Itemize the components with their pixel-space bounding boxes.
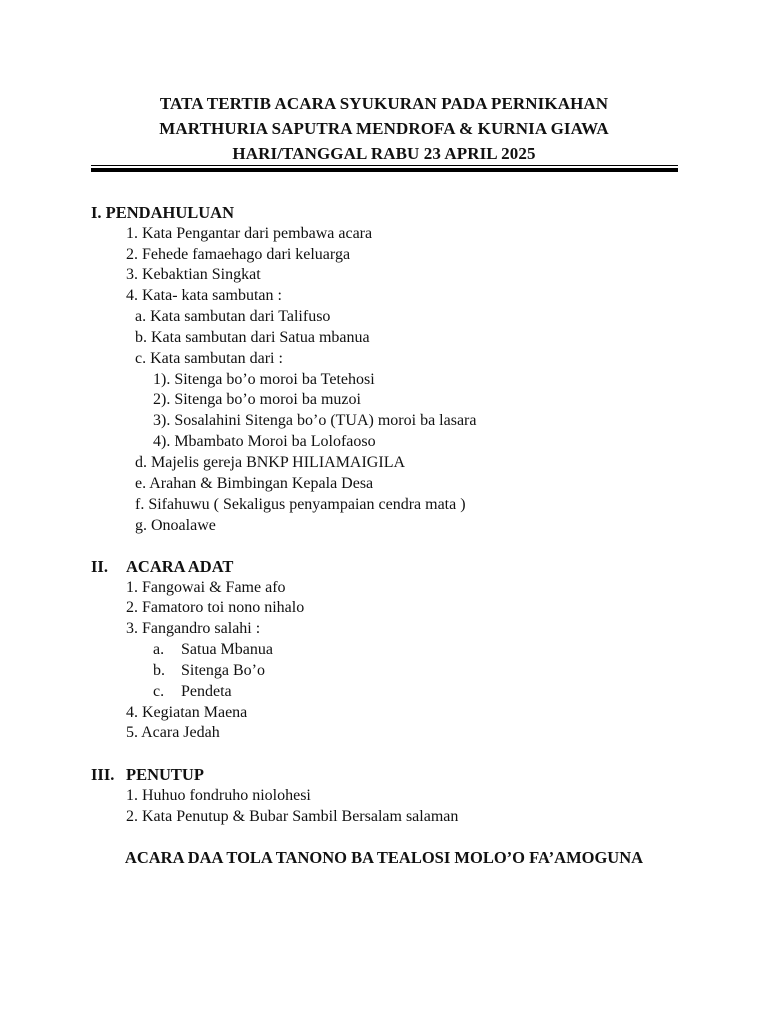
sub-sub-list-item: 4). Mbambato Moroi ba Lolofaoso bbox=[153, 433, 376, 450]
lettered-item-text: Pendeta bbox=[181, 683, 232, 700]
sub-list-item: d. Majelis gereja BNKP HILIAMAIGILA bbox=[135, 454, 406, 471]
section-heading-penutup bbox=[91, 765, 114, 785]
lettered-item-letter: b. bbox=[153, 662, 165, 679]
list-item: 1. Huhuo fondruho niolohesi bbox=[126, 787, 311, 804]
section-title: PENUTUP bbox=[126, 765, 204, 784]
list-item: 4. Kata- kata sambutan : bbox=[126, 287, 282, 304]
lettered-item-text: Sitenga Bo’o bbox=[181, 662, 265, 679]
section-heading-acara-adat bbox=[91, 557, 108, 577]
list-item: 1. Fangowai & Fame afo bbox=[126, 579, 286, 596]
header-divider-thick bbox=[91, 168, 678, 172]
document-header bbox=[0, 91, 768, 166]
section-numeral: III. bbox=[91, 765, 115, 784]
sub-list-item: c. Kata sambutan dari : bbox=[135, 350, 283, 367]
section-title: ACARA ADAT bbox=[126, 557, 234, 576]
list-item: 4. Kegiatan Maena bbox=[126, 704, 248, 721]
sub-list-item: b. Kata sambutan dari Satua mbanua bbox=[135, 329, 370, 346]
header-divider-thin bbox=[91, 165, 678, 166]
list-item: 5. Acara Jedah bbox=[126, 724, 220, 741]
lettered-item-text: Satua Mbanua bbox=[181, 641, 273, 658]
section-title: PENDAHULUAN bbox=[105, 203, 235, 222]
section-numeral: II. bbox=[91, 557, 108, 576]
section-numeral: I. bbox=[91, 203, 102, 222]
sub-list-item: g. Onoalawe bbox=[135, 517, 216, 534]
sub-list-item: f. Sifahuwu ( Sekaligus penyampaian cendra mata ) bbox=[135, 496, 466, 513]
sub-sub-list-item: 1). Sitenga bo’o moroi ba Tetehosi bbox=[153, 371, 375, 388]
lettered-item-letter: a. bbox=[153, 641, 165, 658]
header-couple-names: MARTHURIA SAPUTRA MENDROFA & KURNIA GIAWA bbox=[159, 119, 609, 138]
header-date: HARI/TANGGAL RABU 23 APRIL 2025 bbox=[232, 144, 536, 163]
closing-statement: ACARA DAA TOLA TANONO BA TEALOSI MOLO’O FA’AMOGUNA bbox=[124, 848, 644, 867]
header-title: TATA TERTIB ACARA SYUKURAN PADA PERNIKAHAN bbox=[159, 94, 609, 113]
lettered-item-letter: c. bbox=[153, 683, 165, 700]
list-item: 2. Kata Penutup & Bubar Sambil Bersalam salaman bbox=[126, 808, 459, 825]
sub-list-item: e. Arahan & Bimbingan Kepala Desa bbox=[135, 475, 374, 492]
sub-sub-list-item: 2). Sitenga bo’o moroi ba muzoi bbox=[153, 391, 361, 408]
list-item: 3. Fangandro salahi : bbox=[126, 620, 261, 637]
sub-list-item: a. Kata sambutan dari Talifuso bbox=[135, 308, 331, 325]
list-item: 1. Kata Pengantar dari pembawa acara bbox=[126, 225, 373, 242]
sub-sub-list-item: 3). Sosalahini Sitenga bo’o (TUA) moroi ba lasara bbox=[153, 412, 477, 429]
list-item: 2. Famatoro toi nono nihalo bbox=[126, 599, 305, 616]
list-item: 3. Kebaktian Singkat bbox=[126, 266, 261, 283]
list-item: 2. Fehede famaehago dari keluarga bbox=[126, 246, 351, 263]
section-heading-pendahuluan bbox=[91, 203, 234, 223]
